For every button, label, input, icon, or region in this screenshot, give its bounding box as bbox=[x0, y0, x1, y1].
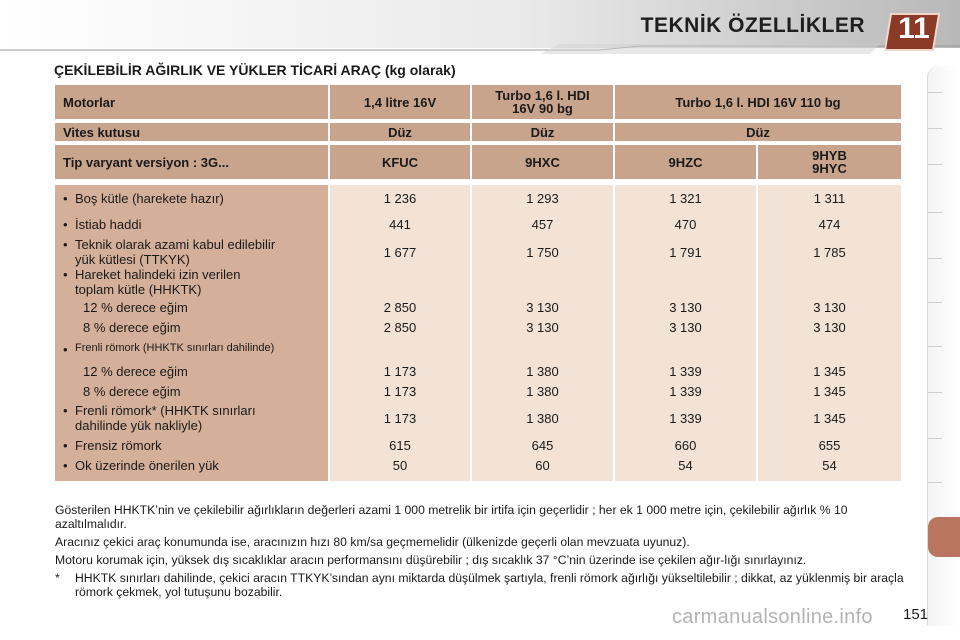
row-label-line1: Frenli römork (HHKTK sınırları dahilinde) bbox=[75, 341, 275, 354]
row-label-line1: 12 % derece eğim bbox=[83, 363, 188, 379]
variant-col4-line2: 9HYC bbox=[812, 161, 847, 176]
variant-col2: 9HXC bbox=[472, 145, 615, 179]
table-row-gearbox bbox=[55, 123, 901, 141]
table-cell: 3 130 bbox=[813, 319, 846, 335]
row-label bbox=[55, 211, 328, 237]
table-cell: 1 380 bbox=[526, 383, 559, 399]
side-tick bbox=[928, 482, 942, 483]
table-cell: 441 bbox=[389, 216, 411, 232]
row-label-line1: 8 % derece eğim bbox=[83, 319, 181, 335]
value-column-4 bbox=[758, 185, 901, 481]
table-cell: 2 850 bbox=[383, 319, 417, 335]
table-cell: 470 bbox=[674, 216, 697, 232]
row-label-line2: yük kütlesi (TTKYK) bbox=[75, 252, 190, 267]
row-label-line2: dahilinde yük nakliyle) bbox=[75, 418, 203, 433]
variant-col4-line1: 9HYB bbox=[812, 148, 847, 163]
gearbox-col2: Düz bbox=[472, 123, 615, 141]
row-label bbox=[55, 401, 328, 435]
footnote-text: HHKTK sınırları dahilinde, çekici aracın TTKYK’sından aynı miktarda düşülmek şartıyla, frenli römork ağırlığı yükseltilebilir ; dikkat, az yüklenmiş bir araçla römork çekmek, yol tutuşunu bozabilir. bbox=[75, 571, 904, 599]
row-label bbox=[55, 337, 328, 361]
table-cell: 3 130 bbox=[669, 319, 702, 335]
row-label-line1: Boş kütle (harekete hazır) bbox=[75, 190, 224, 206]
engine-col1: 1,4 litre 16V bbox=[330, 85, 472, 119]
row-label-line1: Teknik olarak azami kabul edilebilir bbox=[75, 237, 276, 252]
engine-col34: Turbo 1,6 l. HDI 16V 110 bg bbox=[615, 85, 901, 119]
weights-table bbox=[55, 85, 901, 481]
table-cell: 660 bbox=[674, 437, 697, 453]
note-temperature: Motoru korumak için, yüksek dış sıcaklıklar aracın performansını düşürebilir ; dış sıcaklık 37 °C’nin üzerinde ise çekilen ağır-lığı sınırlayınız. bbox=[55, 553, 807, 567]
row-label-line1: 8 % derece eğim bbox=[83, 383, 181, 399]
value-column-3 bbox=[615, 185, 758, 481]
table-cell: 50 bbox=[392, 457, 408, 473]
table-cell: 3 130 bbox=[526, 299, 559, 315]
table-cell bbox=[472, 267, 613, 297]
table-cell: 54 bbox=[822, 457, 837, 473]
side-tab-active[interactable] bbox=[928, 517, 960, 557]
row-label bbox=[55, 185, 328, 211]
note-altitude: Gösterilen HHKTK’nin ve çekilebilir ağırlıkların değerleri azami 1 000 metrelik bir irtifa için geçerlidir ; her ek 1 000 metre için, çekilebilir ağırlık % 10 azaltılmalıdır. bbox=[55, 503, 848, 531]
table-cell: 1 339 bbox=[669, 363, 702, 379]
table-cell: 1 173 bbox=[383, 383, 417, 399]
side-tick bbox=[928, 128, 942, 129]
row-label-line1: Frenli römork* (HHKTK sınırları bbox=[75, 403, 256, 418]
table-cell: 3 130 bbox=[669, 299, 702, 315]
table-cell bbox=[615, 267, 756, 297]
row-label-line1: 12 % derece eğim bbox=[83, 299, 188, 315]
table-cell: 1 339 bbox=[669, 410, 702, 426]
row-label bbox=[55, 317, 328, 337]
table-cell: 474 bbox=[818, 216, 841, 232]
table-cell: 1 311 bbox=[813, 190, 846, 206]
table-cell: 3 130 bbox=[813, 299, 846, 315]
section-heading: ÇEKİLEBİLİR AĞIRLIK VE YÜKLER TİCARİ ARAÇ (kg olarak) bbox=[54, 62, 456, 78]
variant-col1: KFUC bbox=[330, 145, 472, 179]
bullet-icon: • bbox=[63, 341, 68, 357]
bullet-icon: • bbox=[63, 267, 68, 282]
row-label-line2: toplam kütle (HHKTK) bbox=[75, 282, 202, 297]
table-cell: 1 236 bbox=[383, 190, 417, 206]
row-label bbox=[55, 381, 328, 401]
table-cell: 1 345 bbox=[813, 363, 846, 379]
variant-col4 bbox=[758, 145, 901, 179]
table-cell: 2 850 bbox=[383, 299, 417, 315]
bullet-icon: • bbox=[63, 237, 68, 252]
page-title: TEKNİK ÖZELLİKLER bbox=[640, 14, 865, 37]
table-cell: 54 bbox=[678, 457, 693, 473]
row-label-line1: Ok üzerinde önerilen yük bbox=[75, 457, 219, 473]
table-row-engines bbox=[55, 85, 901, 119]
table-cell: 1 345 bbox=[813, 410, 846, 426]
table-cell: 457 bbox=[531, 216, 554, 232]
row-label-line1: Frensiz römork bbox=[75, 437, 162, 453]
bullet-icon: • bbox=[63, 216, 68, 232]
side-tick bbox=[928, 212, 942, 213]
notes bbox=[55, 503, 907, 599]
table-cell: 1 750 bbox=[526, 244, 559, 260]
side-tick bbox=[928, 346, 942, 347]
table-cell bbox=[472, 337, 613, 361]
row-label-line1: Hareket halindeki izin verilen bbox=[75, 267, 241, 282]
side-tick bbox=[928, 302, 942, 303]
bullet-icon: • bbox=[63, 457, 68, 473]
table-cell: 1 380 bbox=[526, 363, 559, 379]
value-column-1 bbox=[330, 185, 472, 481]
table-cell: 1 380 bbox=[526, 410, 559, 426]
footnote-star: * bbox=[55, 571, 60, 585]
row-label bbox=[55, 435, 328, 455]
side-tick bbox=[928, 92, 942, 93]
side-tick bbox=[928, 392, 942, 393]
gearbox-label: Vites kutusu bbox=[55, 123, 330, 141]
chapter-number: 11 bbox=[898, 12, 930, 45]
footnote bbox=[55, 571, 907, 599]
table-cell: 1 173 bbox=[383, 410, 417, 426]
side-tick bbox=[928, 258, 942, 259]
side-tick bbox=[928, 164, 942, 165]
row-label-line1: İstiab haddi bbox=[75, 216, 142, 232]
gearbox-col1: Düz bbox=[330, 123, 472, 141]
row-label bbox=[55, 455, 328, 475]
engine-col2-line1: Turbo 1,6 l. HDI bbox=[495, 88, 590, 103]
bullet-icon: • bbox=[63, 403, 68, 418]
table-cell: 1 785 bbox=[813, 244, 846, 260]
table-cell: 1 339 bbox=[669, 383, 702, 399]
label-column bbox=[55, 185, 330, 481]
value-column-2 bbox=[472, 185, 615, 481]
table-cell: 3 130 bbox=[526, 319, 559, 335]
table-cell bbox=[330, 267, 470, 297]
table-cell: 655 bbox=[818, 437, 841, 453]
table-cell bbox=[758, 267, 901, 297]
engine-col2 bbox=[472, 85, 615, 119]
row-label bbox=[55, 237, 328, 267]
row-label bbox=[55, 297, 328, 317]
note-speed: Aracınız çekici araç konumunda ise, aracınızın hızı 80 km/sa geçmemelidir (ülkenizde geçerli olan mevzuata uyunuz). bbox=[55, 535, 690, 549]
gearbox-col34: Düz bbox=[615, 123, 901, 141]
table-cell: 1 173 bbox=[383, 363, 417, 379]
side-tick bbox=[928, 438, 942, 439]
variant-col3: 9HZC bbox=[615, 145, 758, 179]
variant-label: Tip varyant versiyon : 3G... bbox=[55, 145, 330, 179]
row-label bbox=[55, 267, 328, 297]
table-cell bbox=[615, 337, 756, 361]
table-cell: 60 bbox=[535, 457, 550, 473]
table-cell: 645 bbox=[531, 437, 554, 453]
row-label bbox=[55, 361, 328, 381]
table-cell: 1 677 bbox=[383, 244, 417, 260]
engine-col2-line2: 16V 90 bg bbox=[512, 101, 573, 116]
page-number: 151 bbox=[903, 606, 929, 623]
bullet-icon: • bbox=[63, 437, 68, 453]
table-body bbox=[55, 185, 901, 481]
engine-label: Motorlar bbox=[55, 85, 330, 119]
table-cell bbox=[758, 337, 901, 361]
table-row-variant bbox=[55, 145, 901, 179]
table-cell: 1 321 bbox=[669, 190, 702, 206]
table-cell bbox=[330, 337, 470, 361]
table-cell: 1 293 bbox=[526, 190, 559, 206]
table-cell: 1 345 bbox=[813, 383, 846, 399]
bullet-icon: • bbox=[63, 190, 68, 206]
watermark: carmanualsonline.info bbox=[672, 606, 873, 628]
table-cell: 1 791 bbox=[669, 244, 702, 260]
table-cell: 615 bbox=[389, 437, 411, 453]
